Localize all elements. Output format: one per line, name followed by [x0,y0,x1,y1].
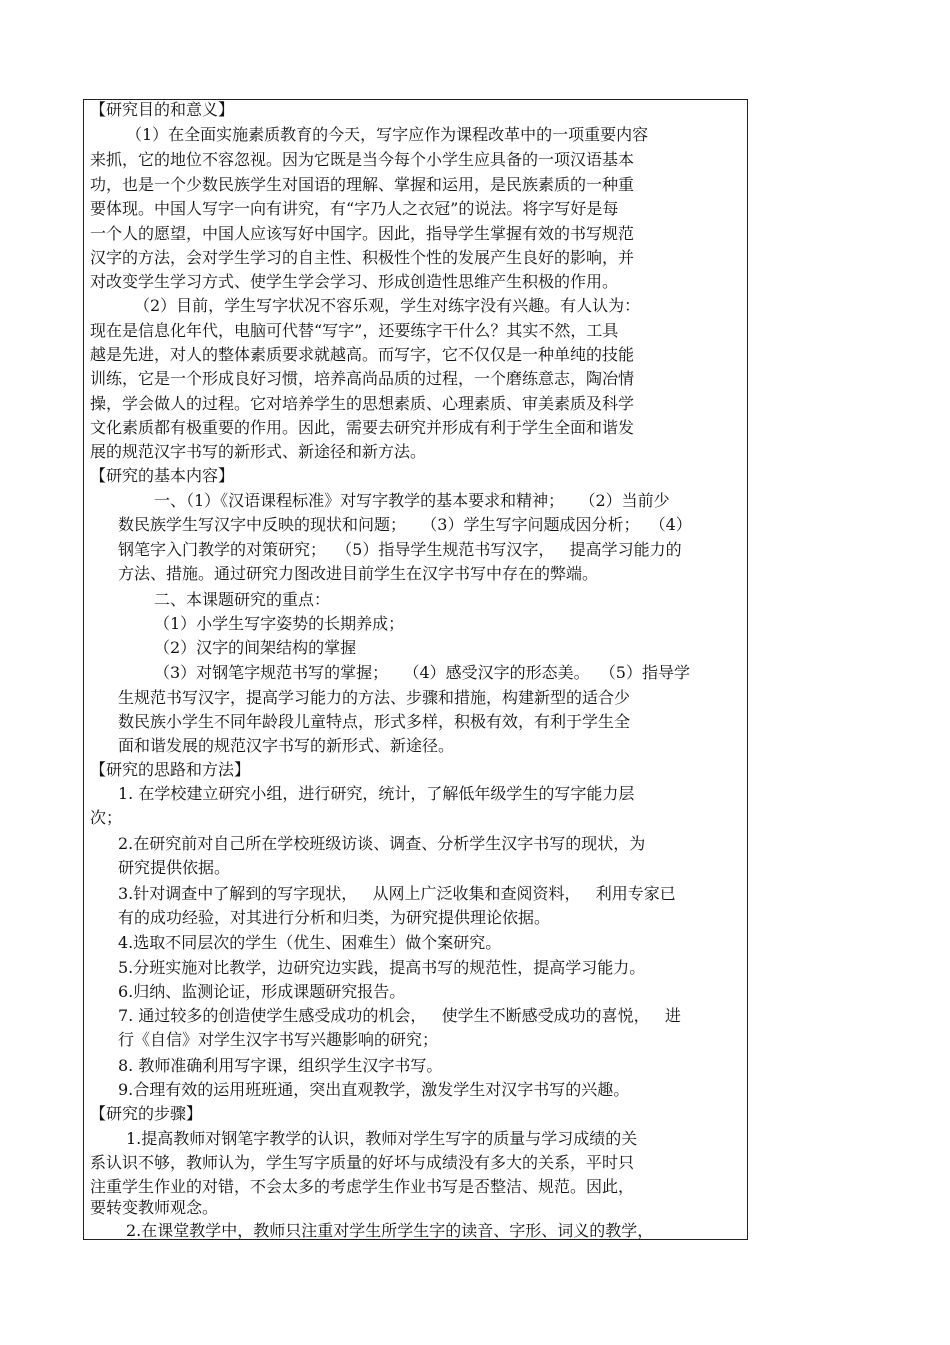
paragraph-line: 训练，它是一个形成良好习惯，培养高尚品质的过程，一个磨练意志，陶冶情 [90,369,635,388]
paragraph-line: （2）汉字的间架结构的掌握 [154,638,357,657]
paragraph-line: 2.在课堂教学中，教师只注重对学生所学生字的读音、字形、词义的教学， [126,1221,654,1240]
paragraph-line: 行《自信》对学生汉字书写兴趣影响的研究； [118,1030,439,1049]
paragraph-line: 1.提高教师对钢笔字教学的认识，教师对学生写字的质量与学习成绩的关 [126,1129,638,1148]
paragraph-line: 一、（1）《汉语课程标准》对写字教学的基本要求和精神； （2）当前少 [154,491,670,510]
paragraph-line: 注重学生作业的对错，不会太多的考虑学生作业书写是否整洁、规范。因此， [90,1177,635,1196]
paragraph-line: 一个人的愿望，中国人应该写好中国字。因此，指导学生掌握有效的书写规范 [90,224,635,243]
paragraph-line: 生规范书写汉字，提高学习能力的方法、步骤和措施，构建新型的适合少 [118,688,631,707]
paragraph-line: 现在是信息化年代，电脑可代替“写字”，还要练字干什么？其实不然，工具 [90,321,619,340]
paragraph-line: （1）在全面实施素质教育的今天，写字应作为课程改革中的一项重要内容 [126,125,649,144]
paragraph-line: 有的成功经验，对其进行分析和归类，为研究提供理论依据。 [118,908,551,927]
paragraph-line: 研究提供依据。 [118,858,231,877]
paragraph-line: 功，也是一个少数民族学生对国语的理解、掌握和运用，是民族素质的一种重 [90,175,635,194]
paragraph-line: 3.针对调查中了解到的写字现状， 从网上广泛收集和查阅资料， 利用专家已 [118,884,676,903]
paragraph-line: 9.合理有效的运用班班通，突出直观教学，激发学生对汉字书写的兴趣。 [118,1080,630,1099]
paragraph-line: 二、本课题研究的重点： [154,590,331,609]
paragraph-line: 对改变学生学习方式、使学生学会学习、形成创造性思维产生积极的作用。 [90,272,619,291]
paragraph-line: 面和谐发展的规范汉字书写的新形式、新途径。 [118,736,455,755]
paragraph-line: 8. 教师准确利用写字课，组织学生汉字书写。 [118,1056,443,1075]
paragraph-line: （2）目前，学生写字状况不容乐观，学生对练字没有兴趣。有人认为： [134,296,641,315]
paragraph-line: 方法、措施。通过研究力图改进目前学生在汉字书写中存在的弊端。 [118,564,599,583]
paragraph-line: 展的规范汉字书写的新形式、新途径和新方法。 [90,442,427,461]
paragraph-line: 7. 通过较多的创造使学生感受成功的机会， 使学生不断感受成功的喜悦， 进 [118,1006,681,1025]
paragraph-line: 要体现。中国人写字一向有讲究，有“字乃人之衣冠”的说法。将字写好是每 [90,199,619,218]
paragraph-line: 数民族小学生不同年龄段儿童特点，形式多样，积极有效，有利于学生全 [118,712,631,731]
section-heading-steps: 【研究的步骤】 [90,1104,203,1123]
paragraph-line: 5.分班实施对比教学，边研究边实践，提高书写的规范性，提高学习能力。 [118,958,646,977]
paragraph-line: 操，学会做人的过程。它对培养学生的思想素质、心理素质、审美素质及科学 [90,394,635,413]
paragraph-line: 4.选取不同层次的学生（优生、困难生）做个案研究。 [118,933,502,952]
paragraph-line: 钢笔字入门教学的对策研究； （5）指导学生规范书写汉字， 提高学习能力的 [118,540,682,559]
paragraph-line: 1. 在学校建立研究小组，进行研究，统计，了解低年级学生的写字能力层 [118,784,635,803]
paragraph-line: 数民族学生写汉字中反映的现状和问题； （3）学生写字问题成因分析； （4） [118,515,692,534]
paragraph-line: 文化素质都有极重要的作用。因此，需要去研究并形成有利于学生全面和谐发 [90,418,635,437]
paragraph-line: 次； [90,808,123,827]
paragraph-line: 要转变教师观念。 [90,1198,219,1217]
document-table-cell [83,99,748,1240]
section-heading-methods: 【研究的思路和方法】 [90,760,251,779]
section-heading-purpose: 【研究目的和意义】 [90,100,235,119]
paragraph-line: （1）小学生写字姿势的长期养成； [154,614,405,633]
paragraph-line: （3）对钢笔字规范书写的掌握； （4）感受汉字的形态美。 （5）指导学 [154,663,690,682]
paragraph-line: 系认识不够，教师认为，学生写字质量的好坏与成绩没有多大的关系，平时只 [90,1153,635,1172]
paragraph-line: 来抓，它的地位不容忽视。因为它既是当今每个小学生应具备的一项汉语基本 [90,150,635,169]
paragraph-line: 汉字的方法，会对学生学习的自主性、积极性个性的发展产生良好的影响，并 [90,248,635,267]
paragraph-line: 2.在研究前对自己所在学校班级访谈、调查、分析学生汉字书写的现状，为 [118,834,646,853]
paragraph-line: 越是先进，对人的整体素质要求就越高。而写字，它不仅仅是一种单纯的技能 [90,345,635,364]
section-heading-content: 【研究的基本内容】 [90,466,235,485]
paragraph-line: 6.归纳、监测论证，形成课题研究报告。 [118,982,406,1001]
